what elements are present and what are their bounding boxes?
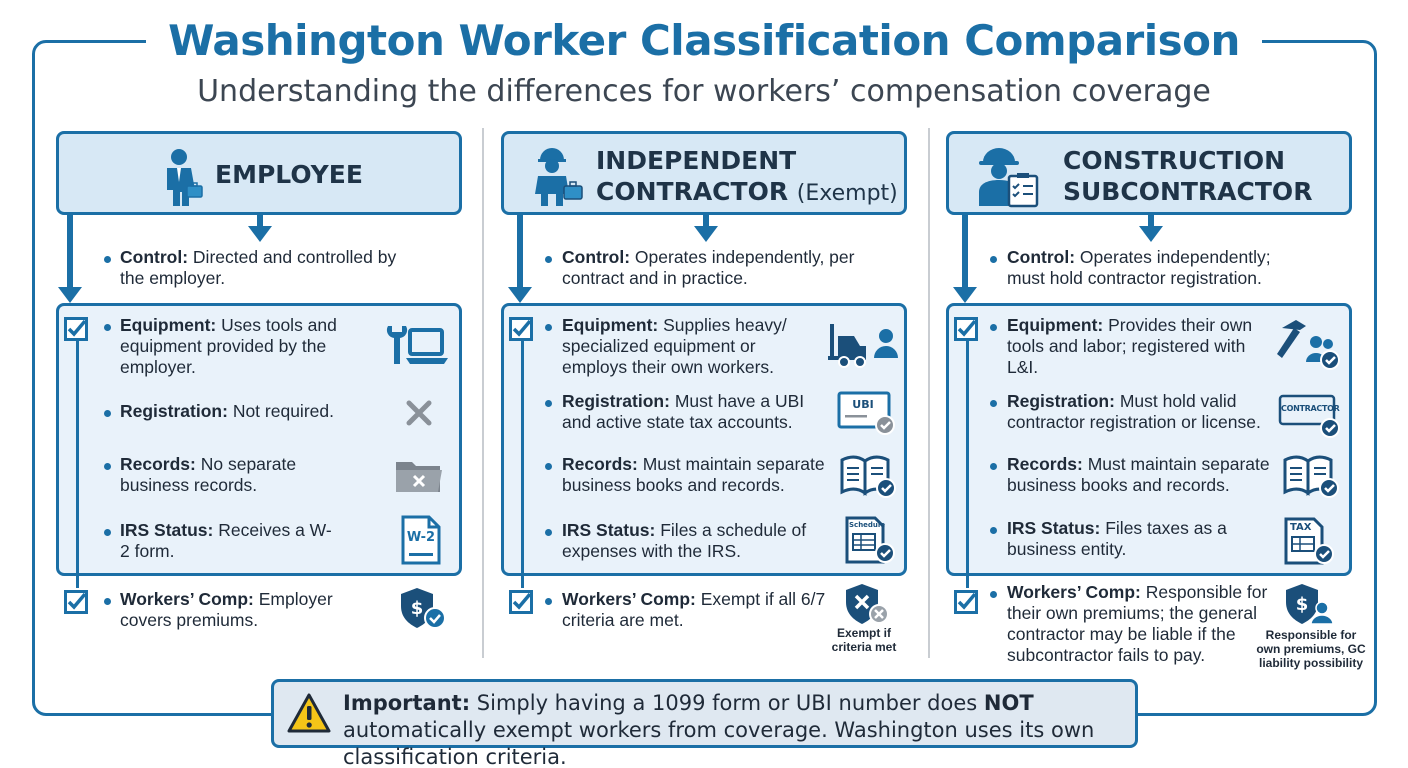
irs-label: IRS Status: — [120, 520, 214, 540]
wrench-laptop-icon — [384, 322, 452, 366]
flow-arrow-head — [1139, 226, 1163, 242]
column-divider — [482, 128, 484, 658]
schedule-form-label: Schedule — [849, 521, 886, 529]
irs-row — [1007, 518, 1252, 560]
x-mark-icon — [406, 400, 432, 426]
registration-row — [562, 391, 822, 433]
shield-dollar-check-icon — [399, 586, 447, 630]
bullet — [990, 324, 997, 331]
book-check-icon — [1282, 454, 1340, 500]
checkbox-checked-icon — [64, 317, 88, 341]
column-heading: EMPLOYEE — [215, 160, 363, 189]
hammer-team-icon — [1276, 318, 1342, 372]
shield-dollar-person-icon — [1284, 582, 1334, 626]
workers-comp-label: Workers’ Comp: — [562, 589, 696, 609]
records-label: Records: — [562, 454, 638, 474]
flow-arrow — [962, 215, 968, 290]
svg-text:$: $ — [1295, 594, 1309, 615]
warning-triangle-icon — [286, 692, 332, 734]
bullet — [545, 463, 552, 470]
equipment-row — [120, 315, 370, 378]
folder-x-icon — [394, 456, 444, 494]
column-header — [501, 131, 907, 215]
checklist-line — [966, 340, 969, 588]
bullet — [545, 598, 552, 605]
shield-x-icon — [844, 582, 890, 626]
important-note-text — [343, 690, 1133, 768]
records-label: Records: — [120, 454, 196, 474]
records-row — [562, 454, 842, 496]
control-label: Control: — [1007, 247, 1076, 267]
businessman-icon — [159, 148, 205, 206]
workers-comp-row — [562, 589, 827, 631]
bullet — [104, 529, 111, 536]
workers-comp-text: Exempt if all 6/7 criteria are met. — [562, 589, 826, 630]
checklist-line — [521, 340, 524, 588]
column-employee — [56, 0, 462, 768]
note-text-b: automatically exempt workers from coverage. Washington uses its own classification criteria. — [343, 718, 1095, 768]
records-label: Records: — [1007, 454, 1083, 474]
flow-arrow-head — [248, 226, 272, 242]
control-text: Operates independently; must hold contractor registration. — [1007, 247, 1271, 288]
column-heading: INDEPENDENT CONTRACTOR — [596, 146, 797, 206]
column-header — [946, 131, 1352, 215]
flow-arrow — [517, 215, 523, 290]
bullet — [104, 324, 111, 331]
records-row — [1007, 454, 1287, 496]
flow-arrow-head — [508, 287, 532, 303]
irs-row — [562, 520, 827, 562]
workers-comp-caption: Responsible for own premiums, GC liability possibility — [1256, 628, 1366, 670]
records-row — [120, 454, 350, 496]
registration-text: Must hold valid contractor registration or license. — [1007, 391, 1261, 432]
bullet — [104, 598, 111, 605]
tax-form-icon — [1284, 517, 1336, 565]
checkbox-checked-icon — [64, 590, 88, 614]
bullet — [990, 256, 997, 263]
irs-text: Files taxes as a business entity. — [1007, 518, 1227, 559]
checkbox-checked-icon — [954, 590, 978, 614]
tax-form-label: TAX — [1290, 522, 1312, 533]
bullet — [104, 256, 111, 263]
bullet — [990, 527, 997, 534]
checkbox-checked-icon — [509, 317, 533, 341]
irs-row — [120, 520, 340, 562]
checklist-line — [76, 340, 79, 588]
bullet — [104, 410, 111, 417]
hardhat-clipboard-icon — [975, 142, 1045, 208]
contractor-badge-label: CONTRACTOR — [1281, 404, 1340, 413]
schedule-form-icon — [845, 516, 895, 564]
bullet — [990, 591, 997, 598]
column-independent-contractor — [501, 0, 907, 768]
note-emphasis: NOT — [983, 691, 1034, 715]
contractor-badge-icon — [1278, 394, 1342, 438]
column-heading-suffix: (Exempt) — [796, 181, 898, 206]
registration-row — [1007, 391, 1282, 433]
flow-arrow-head — [58, 287, 82, 303]
checkbox-checked-icon — [509, 590, 533, 614]
column-construction-subcontractor — [946, 0, 1366, 768]
registration-label: Registration: — [120, 401, 228, 421]
control-text: Directed and controlled by the employer. — [120, 247, 397, 288]
equipment-row — [1007, 315, 1272, 378]
equipment-label: Equipment: — [120, 315, 217, 335]
note-label: Important: — [343, 691, 471, 715]
flow-arrow-head — [694, 226, 718, 242]
bullet — [990, 463, 997, 470]
workers-comp-label: Workers’ Comp: — [120, 589, 254, 609]
control-row — [120, 247, 420, 289]
equipment-text: Supplies heavy/ specialized equipment or employs their own workers. — [562, 315, 787, 377]
records-text: Must maintain separate business books and records. — [562, 454, 825, 495]
flow-arrow — [67, 215, 73, 290]
control-text: Operates independently, per contract and in practice. — [562, 247, 855, 288]
important-note — [271, 679, 1138, 768]
column-header — [56, 131, 462, 215]
flow-arrow-head — [953, 287, 977, 303]
registration-row — [120, 401, 380, 422]
records-text: No separate business records. — [120, 454, 297, 495]
control-row — [562, 247, 862, 289]
bullet — [545, 400, 552, 407]
workers-comp-label: Workers’ Comp: — [1007, 582, 1141, 602]
control-label: Control: — [562, 247, 631, 267]
ubi-certificate-icon — [837, 389, 897, 437]
bullet — [545, 324, 552, 331]
workers-comp-caption: Exempt if criteria met — [831, 626, 897, 654]
workers-comp-text: Responsible for their own premiums; the general contractor may be liable if the subcontractor fails to pay. — [1007, 582, 1268, 665]
registration-text: Not required. — [232, 401, 334, 421]
control-label: Control: — [120, 247, 189, 267]
bullet — [104, 463, 111, 470]
workers-comp-text: Employer covers premiums. — [120, 589, 333, 630]
workers-comp-row — [120, 589, 370, 631]
forklift-worker-icon — [828, 322, 900, 368]
bullet — [545, 529, 552, 536]
svg-text:$: $ — [410, 598, 424, 619]
column-heading: CONSTRUCTION SUBCONTRACTOR — [1063, 146, 1313, 206]
book-check-icon — [839, 454, 897, 500]
column-divider — [928, 128, 930, 658]
equipment-label: Equipment: — [1007, 315, 1104, 335]
w2-form-label: W-2 — [406, 530, 436, 545]
page-title: Washington Worker Classification Comparison — [146, 16, 1262, 65]
records-text: Must maintain separate business books and records. — [1007, 454, 1270, 495]
irs-text: Files a schedule of expenses with the IRS. — [562, 520, 807, 561]
page-subtitle: Understanding the differences for workers’ compensation coverage — [197, 74, 1211, 109]
workers-comp-row — [1007, 582, 1282, 666]
bullet — [990, 400, 997, 407]
equipment-row — [562, 315, 817, 378]
irs-text: Receives a W-2 form. — [120, 520, 332, 561]
registration-text: Must have a UBI and active state tax accounts. — [562, 391, 805, 432]
equipment-text: Provides their own tools and labor; registered with L&I. — [1007, 315, 1253, 377]
equipment-label: Equipment: — [562, 315, 659, 335]
irs-label: IRS Status: — [1007, 518, 1101, 538]
note-text-a: Simply having a 1099 form or UBI number does — [476, 691, 978, 715]
ubi-certificate-label: UBI — [852, 398, 874, 411]
registration-label: Registration: — [562, 391, 670, 411]
irs-label: IRS Status: — [562, 520, 656, 540]
w2-form-icon — [401, 515, 441, 565]
worker-briefcase-icon — [530, 146, 586, 208]
control-row — [1007, 247, 1307, 289]
registration-label: Registration: — [1007, 391, 1115, 411]
bullet — [545, 256, 552, 263]
checkbox-checked-icon — [954, 317, 978, 341]
equipment-text: Uses tools and equipment provided by the employer. — [120, 315, 337, 377]
